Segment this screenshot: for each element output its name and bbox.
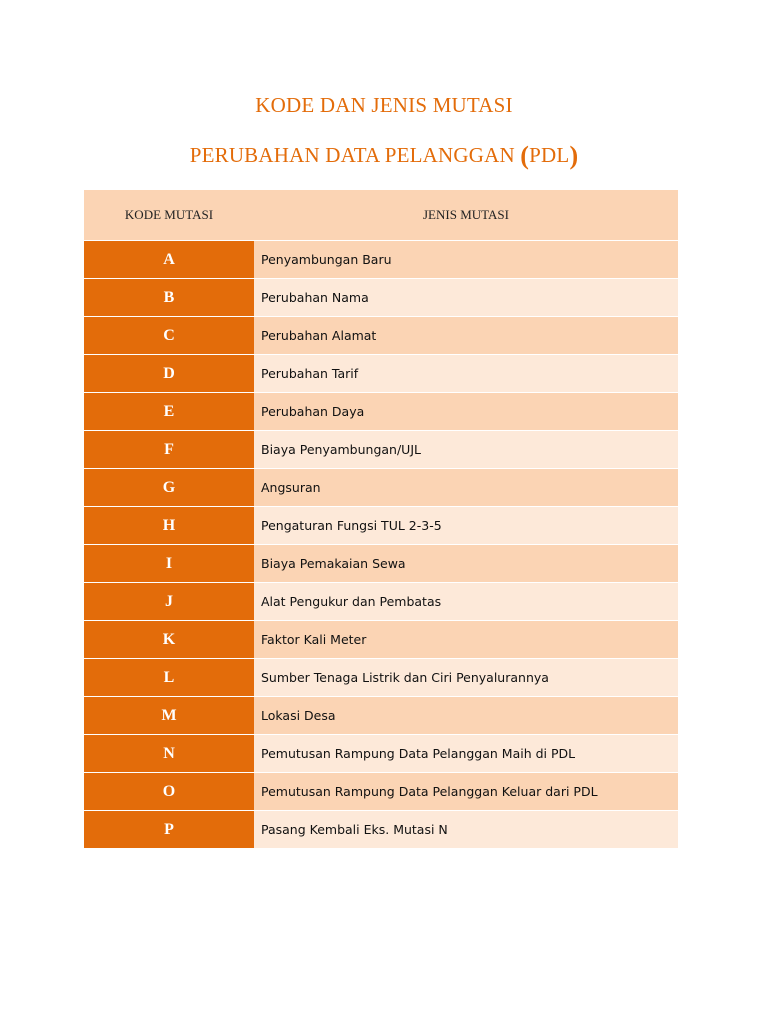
mutation-code-cell: K bbox=[84, 621, 254, 658]
mutation-type-cell: Pasang Kembali Eks. Mutasi N bbox=[254, 811, 678, 848]
mutation-type-cell: Perubahan Alamat bbox=[254, 317, 678, 354]
table-row bbox=[84, 317, 678, 355]
mutation-code-cell: M bbox=[84, 697, 254, 734]
mutation-code-cell: O bbox=[84, 773, 254, 810]
table-row bbox=[84, 621, 678, 659]
document-subtitle bbox=[0, 141, 768, 171]
mutation-type-cell: Pemutusan Rampung Data Pelanggan Maih di PDL bbox=[254, 735, 678, 772]
mutation-code-cell: B bbox=[84, 279, 254, 316]
mutation-type-cell: Angsuran bbox=[254, 469, 678, 506]
header-kode-mutasi: KODE MUTASI bbox=[124, 207, 214, 222]
table-row bbox=[84, 279, 678, 317]
mutation-type-cell: Lokasi Desa bbox=[254, 697, 678, 734]
table-row bbox=[84, 355, 678, 393]
mutation-type-cell: Perubahan Tarif bbox=[254, 355, 678, 392]
mutation-type-cell: Perubahan Nama bbox=[254, 279, 678, 316]
mutation-code-cell: E bbox=[84, 393, 254, 430]
table-header-row bbox=[84, 190, 678, 241]
mutation-code-cell: J bbox=[84, 583, 254, 620]
header-jenis-mutasi: JENIS MUTASI bbox=[423, 207, 509, 222]
mutation-type-cell: Faktor Kali Meter bbox=[254, 621, 678, 658]
subtitle-open-paren: ( bbox=[520, 141, 530, 170]
mutation-type-cell: Biaya Pemakaian Sewa bbox=[254, 545, 678, 582]
mutation-type-cell: Pemutusan Rampung Data Pelanggan Keluar dari PDL bbox=[254, 773, 678, 810]
table-row bbox=[84, 393, 678, 431]
table-row bbox=[84, 241, 678, 279]
mutation-code-cell: H bbox=[84, 507, 254, 544]
document-title: KODE DAN JENIS MUTASI bbox=[255, 93, 513, 117]
subtitle-text: PERUBAHAN DATA PELANGGAN bbox=[189, 143, 521, 167]
mutation-code-cell: C bbox=[84, 317, 254, 354]
mutation-code-cell: D bbox=[84, 355, 254, 392]
table-body bbox=[84, 241, 678, 848]
mutation-code-cell: N bbox=[84, 735, 254, 772]
mutation-type-cell: Sumber Tenaga Listrik dan Ciri Penyalurannya bbox=[254, 659, 678, 696]
mutation-type-cell: Biaya Penyambungan/UJL bbox=[254, 431, 678, 468]
mutation-type-cell: Penyambungan Baru bbox=[254, 241, 678, 278]
table-row bbox=[84, 583, 678, 621]
table-row bbox=[84, 659, 678, 697]
mutation-code-table bbox=[84, 190, 678, 848]
table-row bbox=[84, 469, 678, 507]
table-row bbox=[84, 697, 678, 735]
mutation-code-cell: G bbox=[84, 469, 254, 506]
mutation-code-cell: P bbox=[84, 811, 254, 848]
subtitle-abbreviation: PDL bbox=[529, 143, 570, 167]
mutation-type-cell: Alat Pengukur dan Pembatas bbox=[254, 583, 678, 620]
mutation-code-cell: F bbox=[84, 431, 254, 468]
mutation-code-cell: L bbox=[84, 659, 254, 696]
table-row bbox=[84, 431, 678, 469]
subtitle-close-paren: ) bbox=[569, 141, 579, 170]
table-row bbox=[84, 507, 678, 545]
table-row bbox=[84, 773, 678, 811]
table-row bbox=[84, 735, 678, 773]
mutation-type-cell: Perubahan Daya bbox=[254, 393, 678, 430]
table-row bbox=[84, 545, 678, 583]
mutation-type-cell: Pengaturan Fungsi TUL 2-3-5 bbox=[254, 507, 678, 544]
table-row bbox=[84, 811, 678, 848]
mutation-code-cell: A bbox=[84, 241, 254, 278]
mutation-code-cell: I bbox=[84, 545, 254, 582]
